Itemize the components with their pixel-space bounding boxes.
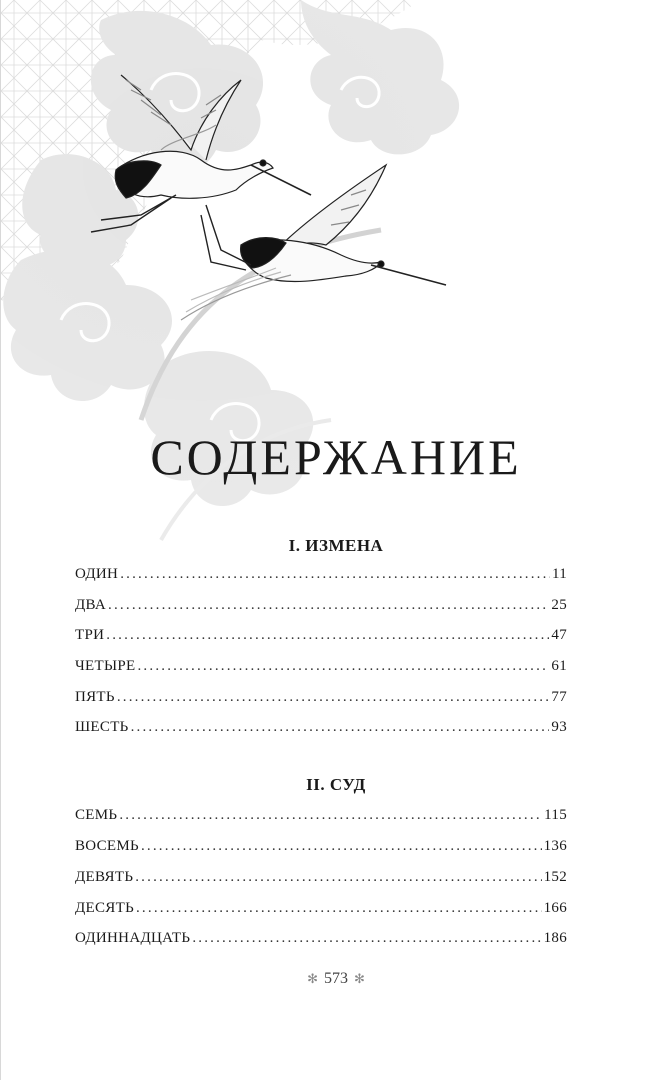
toc-entry-label: ВОСЕМЬ	[75, 838, 139, 854]
dot-leader	[108, 597, 549, 614]
toc-entry-page: 47	[551, 627, 567, 643]
page-title: СОДЕРЖАНИЕ	[150, 429, 522, 485]
toc-entry-five[interactable]	[75, 689, 567, 711]
toc-entry-eight[interactable]	[75, 838, 567, 860]
toc-entry-three[interactable]	[75, 627, 567, 649]
toc-entry-label: ДВА	[75, 597, 107, 613]
dot-leader	[192, 930, 541, 947]
toc-entry-label: ПЯТЬ	[75, 689, 115, 705]
page-number-footer	[1, 970, 670, 988]
toc-entry-seven[interactable]	[75, 807, 567, 829]
dot-leader	[136, 900, 542, 917]
toc-entry-page: 93	[551, 719, 567, 735]
dot-leader	[120, 566, 550, 583]
page-number: 573	[324, 970, 348, 987]
toc-entry-page: 25	[551, 597, 567, 613]
toc-entry-page: 152	[543, 869, 567, 885]
toc-entry-label: ДЕВЯТЬ	[75, 869, 134, 885]
toc-entry-page: 61	[551, 658, 567, 674]
toc-entry-one[interactable]	[75, 566, 567, 588]
toc-entry-page: 186	[543, 930, 567, 946]
dot-leader	[131, 719, 550, 736]
toc-entry-page: 77	[551, 689, 567, 705]
toc-entry-label: ОДИННАДЦАТЬ	[75, 930, 191, 946]
dot-leader	[106, 627, 549, 644]
dot-leader	[119, 807, 542, 824]
toc-entry-four[interactable]	[75, 658, 567, 680]
dot-leader	[117, 689, 550, 706]
toc-entry-page: 11	[551, 566, 567, 582]
toc-entry-label: ЧЕТЫРЕ	[75, 658, 136, 674]
toc-entry-ten[interactable]	[75, 900, 567, 922]
asterisk-icon: ✻	[307, 971, 318, 986]
section-heading-2: II. СУД	[306, 775, 366, 794]
toc-entry-label: ОДИН	[75, 566, 119, 582]
dot-leader	[141, 838, 542, 855]
toc-entry-label: ШЕСТЬ	[75, 719, 129, 735]
toc-entry-six[interactable]	[75, 719, 567, 741]
toc-entry-label: ТРИ	[75, 627, 105, 643]
section-heading-1: I. ИЗМЕНА	[288, 536, 384, 555]
toc-entry-two[interactable]	[75, 597, 567, 619]
toc-entry-label: ДЕСЯТЬ	[75, 900, 134, 916]
toc-entry-page: 115	[544, 807, 567, 823]
toc-entry-page: 166	[543, 900, 567, 916]
dot-leader	[137, 658, 549, 675]
toc-entry-label: СЕМЬ	[75, 807, 118, 823]
dot-leader	[135, 869, 541, 886]
toc-entry-nine[interactable]	[75, 869, 567, 891]
asterisk-icon: ✻	[354, 971, 365, 986]
toc-entry-eleven[interactable]	[75, 930, 567, 952]
toc-entry-page: 136	[543, 838, 567, 854]
